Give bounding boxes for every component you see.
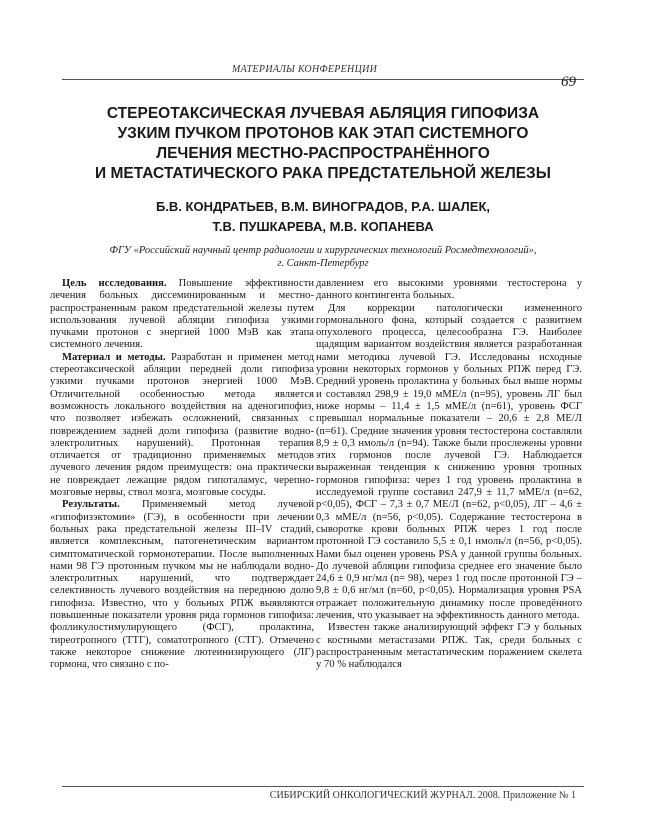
author-list bbox=[40, 197, 606, 237]
left-column bbox=[50, 278, 314, 672]
paragraph-text: Разработан и применен метод стереотаксической абляции передней доли гипофиза узкими пучками протонов энергией 1000 МэВ. Отличительной особенностью метода является возможность локального воздействия на аденогипофиз, что позволяет избежать осложнений, связанных с повреждением задней доли гипофиза (развитие водно-электролитных нарушений). Протонная терапия отличается от традиционно применяемых методов лучевого лечения рядом преимуществ: она практически не повреждает лежащие рядом гипоталамус, черепно-мозговые нервы, ствол мозга, мозговые сосуды. bbox=[50, 351, 314, 499]
title-line: ЛЕЧЕНИЯ МЕСТНО-РАСПРОСТРАНЁННОГО bbox=[156, 145, 490, 162]
paragraph-results bbox=[50, 499, 314, 671]
paragraph-aim bbox=[50, 278, 314, 352]
section-label-aim: Цель исследования. bbox=[62, 278, 167, 289]
section-label-results: Результаты. bbox=[62, 499, 120, 511]
affiliation-line: г. Санкт-Петербург bbox=[277, 258, 369, 269]
paragraph-text: Повышение эффективности лечения больных диссеминированным и местно-распространенным раком предстательной железы путем использования лучевой абляции гипофиза узкими пучками протонов с энергией 1000 МэВ как этапа системного лечения. bbox=[50, 278, 314, 351]
authors-line: Б.В. КОНДРАТЬЕВ, В.М. ВИНОГРАДОВ, Р.А. ШАЛЕК, bbox=[155, 199, 491, 214]
page-number: 69 bbox=[561, 74, 576, 90]
journal-footer: СИБИРСКИЙ ОНКОЛОГИЧЕСКИЙ ЖУРНАЛ. 2008. Приложение № 1 bbox=[269, 790, 576, 801]
authors-line: Т.В. ПУШКАРЕВА, М.В. КОПАНЕВА bbox=[212, 219, 434, 234]
paragraph-continued: давлением его высокими уровнями тестостерона у данного контингента больных. bbox=[316, 278, 582, 302]
header-rule bbox=[62, 79, 584, 80]
title-line: УЗКИМ ПУЧКОМ ПРОТОНОВ КАК ЭТАП СИСТЕМНОГО bbox=[117, 125, 529, 142]
article-title bbox=[40, 104, 606, 184]
right-column bbox=[316, 278, 582, 672]
paragraph-methods bbox=[50, 352, 314, 500]
paragraph-metastases: Известен также анализирующий эффект ГЭ у больных с костными метастазами РПЖ. Так, среди больных с распространенным метастатическим поражением скелета у 70 % наблюдался bbox=[316, 622, 582, 671]
footer-rule bbox=[62, 786, 584, 787]
affiliation-line: ФГУ «Российский научный центр радиологии и хирургических технологий Росмедтехнологий», bbox=[109, 245, 537, 256]
paragraph-text: Применяемый метод лучевой «гипофизэктомии» (ГЭ), в особенности при лечении больных рака предстательной железы III–IV стадий, является комплексным, патогенетическим вариантом симптоматической гормонотерапии. После выполненных нами 98 ГЭ протонным пучком мы не наблюдали водно-электролитных нарушений, что подтверждает селективность лучевого воздействия на переднюю долю гипофиза. Известно, что у больных РПЖ выявляются повышенные показатели уровня ряда гормонов гипофиза: фолликулостимулирующего (ФСГ), пролактина, тиреотропного (ТТГ), соматотропного (СТГ). Отмечено также некоторое снижение лютеинизирующего (ЛГ) гормона, что связано с по- bbox=[50, 499, 314, 671]
title-line: СТЕРЕОТАКСИЧЕСКАЯ ЛУЧЕВАЯ АБЛЯЦИЯ ГИПОФИЗА bbox=[106, 105, 540, 122]
paragraph-hormones: Для коррекции патологически измененного гормонального фона, который создается с развитием опухолевого процесса, целесообразна ГЭ. Наиболее щадящим вариантом воздействия является разработанная нами методика лучевой ГЭ. Исследованы исходные уровни некоторых гормонов у больных РПЖ перед ГЭ. Средний уровень пролактина у больных был выше нормы и составлял 298,9 ± 19,0 мМЕ/л (n=95), уровень ЛГ был ниже нормы – 11,4 ± 1,5 мМЕ/л (n=61), уровень ФСГ превышал нормальные показатели – 20,6 ± 2,8 МЕ/Л (n=61). Средние значения уровня тестостерона составляли 8,9 ± 0,3 нмоль/л (n=94). Также были прослежены уровни этих гормонов после лучевой ГЭ. Наблюдается выраженная тенденция к снижению уровня тропных гормонов гипофиза: через 1 год уровень пролактина в исследуемой группе составил 247,9 ± 11,7 мМЕ/л (n=62, р<0,05), ФСГ – 7,3 ± 0,7 МЕ/Л (n=62, р<0,05), ЛГ – 4,6 ± 0,3 мМЕ/л (n=56, р<0,05). Содержание тестостерона в сыворотке крови больных РПЖ через 1 год после протонной ГЭ составило 5,5 ± 0,1 нмоль/л (n=56, р<0,05). Нами был оценен уровень PSA у данной группы больных. До лучевой абляции гипофиза среднее его значение было 24,6 ± 0,9 нг/мл (n= 98), через 1 год после протонной ГЭ – 9,8 ± 0,6 нг/мл (n=60, р<0,05). Нормализация уровня PSA отражает положительную динамику после проведённого лечения, что указывает на эффективность данного метода. bbox=[316, 302, 582, 622]
section-label-methods: Материал и методы. bbox=[62, 351, 166, 363]
running-head: МАТЕРИАЛЫ КОНФЕРЕНЦИИ bbox=[232, 64, 378, 75]
affiliation bbox=[30, 244, 616, 270]
title-line: И МЕТАСТАТИЧЕСКОГО РАКА ПРЕДСТАТЕЛЬНОЙ ЖЕЛЕЗЫ bbox=[95, 165, 551, 182]
